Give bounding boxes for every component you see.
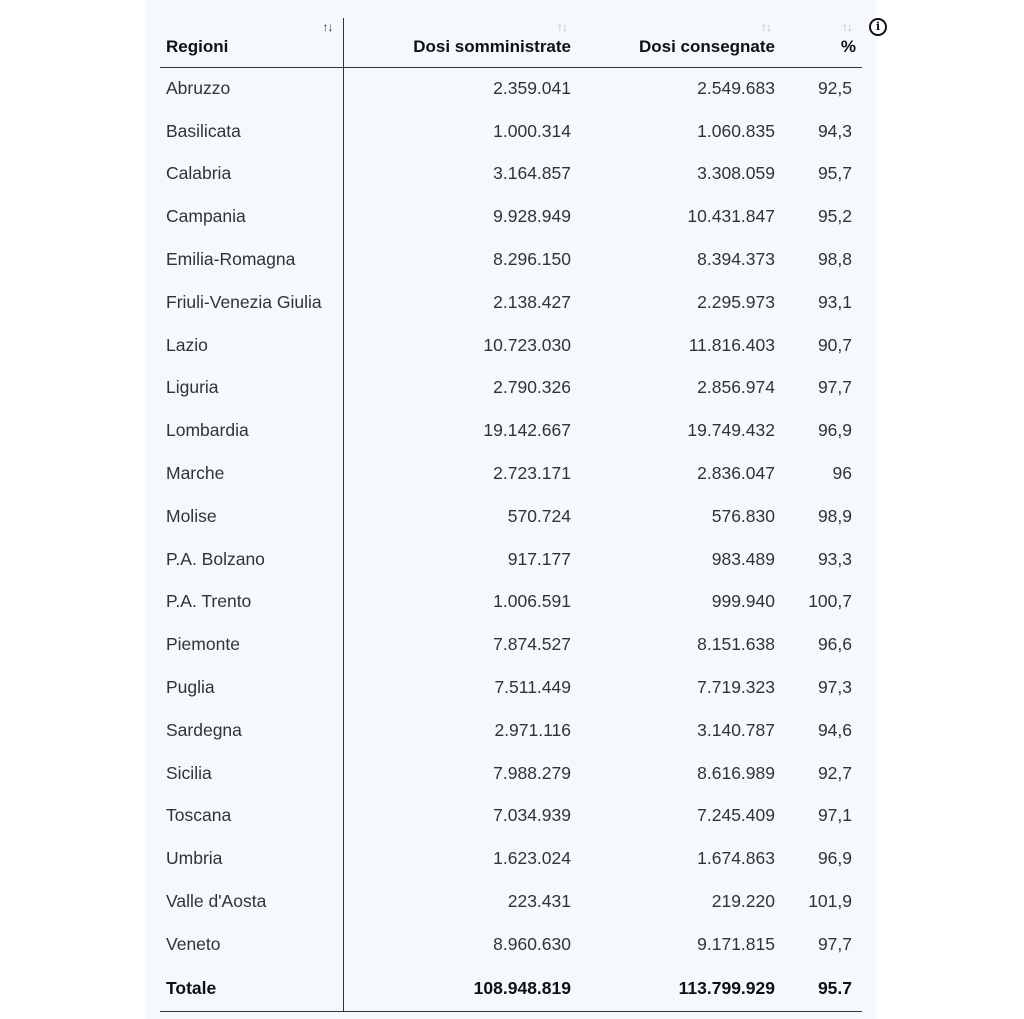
percent-cell: 97,7 [817, 933, 852, 954]
administered-cell: 1.006.591 [493, 591, 571, 612]
table-row [160, 880, 862, 923]
sort-icon[interactable]: ↑↓ [842, 20, 852, 34]
delivered-cell: 999.940 [711, 591, 775, 612]
column-label: Dosi consegnate [638, 36, 775, 56]
region-cell: Sicilia [160, 752, 343, 795]
region-cell: Campania [160, 195, 343, 238]
administered-cell: 2.723.171 [493, 463, 571, 484]
percent-cell: 95,2 [817, 206, 852, 227]
sort-icon[interactable]: ↑↓ [761, 20, 771, 34]
table-row [160, 67, 862, 110]
delivered-cell: 8.394.373 [697, 249, 775, 270]
region-cell: Lombardia [160, 409, 343, 452]
region-cell: Calabria [160, 153, 343, 196]
region-cell: P.A. Trento [160, 581, 343, 624]
administered-cell: 8.296.150 [493, 249, 571, 270]
percent-cell: 98,9 [817, 505, 852, 526]
column-label: Regioni [166, 36, 229, 56]
region-cell: Valle d'Aosta [160, 880, 343, 923]
administered-cell: 570.724 [507, 505, 571, 526]
region-cell: Sardegna [160, 709, 343, 752]
table-row [160, 495, 862, 538]
percent-cell: 97,1 [817, 805, 852, 826]
administered-cell: 223.431 [507, 891, 571, 912]
delivered-cell: 8.616.989 [697, 762, 775, 783]
table-row [160, 110, 862, 153]
delivered-cell: 2.295.973 [697, 291, 775, 312]
table-row [160, 666, 862, 709]
table-row [160, 538, 862, 581]
region-cell: Toscana [160, 795, 343, 838]
table-body [160, 67, 862, 1012]
administered-cell: 8.960.630 [493, 933, 571, 954]
administered-cell: 1.000.314 [493, 120, 571, 141]
total-delivered: 113.799.929 [577, 966, 781, 1012]
sort-icon[interactable]: ↑↓ [557, 20, 567, 34]
delivered-cell: 3.140.787 [697, 719, 775, 740]
total-administered: 108.948.819 [343, 966, 577, 1012]
region-cell: Lazio [160, 324, 343, 367]
table-row [160, 281, 862, 324]
region-cell: Friuli-Venezia Giulia [160, 281, 343, 324]
administered-cell: 10.723.030 [483, 334, 571, 355]
column-header-regioni[interactable] [160, 18, 343, 67]
total-label: Totale [160, 966, 343, 1012]
total-percent: 95.7 [781, 966, 862, 1012]
delivered-cell: 2.856.974 [697, 377, 775, 398]
percent-cell: 94,6 [817, 719, 852, 740]
region-cell: Molise [160, 495, 343, 538]
percent-cell: 94,3 [817, 120, 852, 141]
table-row [160, 923, 862, 966]
delivered-cell: 8.151.638 [697, 634, 775, 655]
region-cell: Puglia [160, 666, 343, 709]
percent-cell: 96,9 [817, 848, 852, 869]
administered-cell: 7.874.527 [493, 634, 571, 655]
percent-cell: 90,7 [817, 334, 852, 355]
percent-cell: 92,7 [817, 762, 852, 783]
delivered-cell: 10.431.847 [687, 206, 775, 227]
sort-icon[interactable]: ↑↓ [322, 20, 333, 34]
table-row [160, 153, 862, 196]
administered-cell: 2.138.427 [493, 291, 571, 312]
header-row [160, 18, 862, 67]
table-row [160, 324, 862, 367]
percent-cell: 92,5 [817, 78, 852, 99]
column-label: Dosi somministrate [413, 36, 571, 56]
region-cell: Veneto [160, 923, 343, 966]
info-icon[interactable]: i [869, 18, 887, 36]
region-cell: Marche [160, 452, 343, 495]
delivered-cell: 2.836.047 [697, 463, 775, 484]
percent-cell: 98,8 [817, 249, 852, 270]
region-cell: Emilia-Romagna [160, 238, 343, 281]
region-cell: Piemonte [160, 623, 343, 666]
delivered-cell: 7.719.323 [697, 677, 775, 698]
administered-cell: 19.142.667 [483, 420, 571, 441]
delivered-cell: 3.308.059 [697, 163, 775, 184]
delivered-cell: 983.489 [711, 548, 775, 569]
percent-cell: 93,1 [817, 291, 852, 312]
region-cell: Basilicata [160, 110, 343, 153]
delivered-cell: 1.060.835 [697, 120, 775, 141]
administered-cell: 3.164.857 [493, 163, 571, 184]
delivered-cell: 9.171.815 [697, 933, 775, 954]
table-row [160, 837, 862, 880]
table-row [160, 452, 862, 495]
delivered-cell: 19.749.432 [687, 420, 775, 441]
delivered-cell: 576.830 [711, 505, 775, 526]
region-cell: Liguria [160, 367, 343, 410]
delivered-cell: 219.220 [711, 891, 775, 912]
percent-cell: 93,3 [817, 548, 852, 569]
delivered-cell: 7.245.409 [697, 805, 775, 826]
table-row [160, 367, 862, 410]
table-row [160, 709, 862, 752]
percent-cell: 100,7 [808, 591, 852, 612]
percent-cell: 96 [832, 463, 852, 484]
percent-cell: 101,9 [808, 891, 852, 912]
region-cell: Umbria [160, 837, 343, 880]
administered-cell: 7.988.279 [493, 762, 571, 783]
table-row [160, 409, 862, 452]
table-row [160, 623, 862, 666]
percent-cell: 95,7 [817, 163, 852, 184]
delivered-cell: 1.674.863 [697, 848, 775, 869]
administered-cell: 2.359.041 [493, 78, 571, 99]
percent-cell: 97,3 [817, 677, 852, 698]
column-header-dosi-somministrate[interactable] [343, 18, 577, 67]
total-row [160, 966, 862, 1012]
column-header-percent[interactable] [781, 18, 862, 67]
administered-cell: 1.623.024 [493, 848, 571, 869]
administered-cell: 917.177 [507, 548, 571, 569]
percent-cell: 97,7 [817, 377, 852, 398]
region-cell: Abruzzo [160, 67, 343, 110]
administered-cell: 2.971.116 [494, 719, 571, 740]
column-header-dosi-consegnate[interactable] [577, 18, 781, 67]
percent-cell: 96,6 [817, 634, 852, 655]
vaccination-table [160, 18, 862, 1012]
administered-cell: 7.034.939 [493, 805, 571, 826]
table-row [160, 195, 862, 238]
table-row [160, 795, 862, 838]
administered-cell: 9.928.949 [493, 206, 571, 227]
table-row [160, 238, 862, 281]
delivered-cell: 11.816.403 [688, 334, 775, 355]
region-cell: P.A. Bolzano [160, 538, 343, 581]
table-row [160, 752, 862, 795]
percent-cell: 96,9 [817, 420, 852, 441]
administered-cell: 7.511.449 [494, 677, 571, 698]
column-label: % [840, 36, 856, 56]
administered-cell: 2.790.326 [493, 377, 571, 398]
delivered-cell: 2.549.683 [697, 78, 775, 99]
table-row [160, 581, 862, 624]
